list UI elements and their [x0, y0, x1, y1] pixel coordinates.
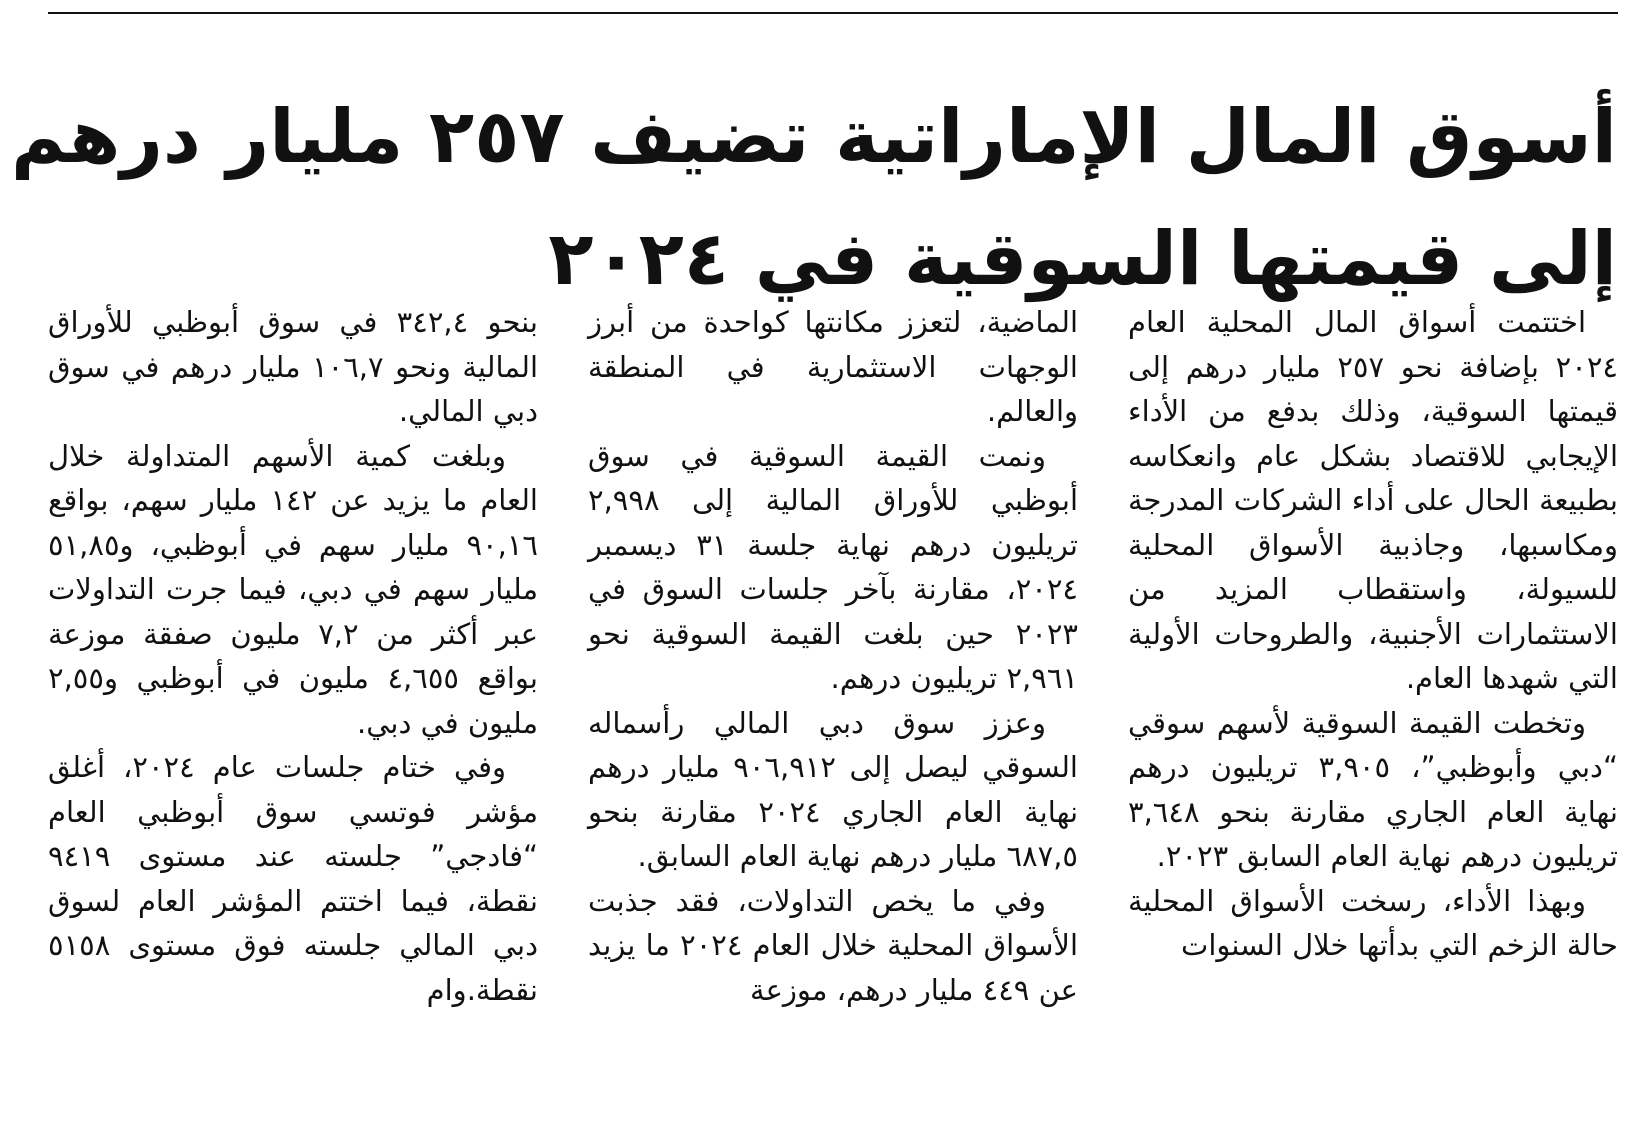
headline-line-2: إلى قيمتها السوقية في ٢٠٢٤	[548, 215, 1617, 302]
paragraph: وفي ختام جلسات عام ٢٠٢٤، أغلق مؤشر فوتسي سوق أبوظبي العام “فادجي” جلسته عند مستوى ٩٤١٩ نقطة، فيما اختتم المؤشر العام لسوق دبي المالي جلسته فوق مستوى ٥١٥٨ نقطة.وام	[48, 750, 538, 1007]
article-column-2	[588, 300, 1078, 1100]
paragraph: اختتمت أسواق المال المحلية العام ٢٠٢٤ بإضافة نحو ٢٥٧ مليار درهم إلى قيمتها السوقية، وذلك بدفع من الأداء الإيجابي للاقتصاد بشكل عام وانعكاسه بطبيعة الحال على أداء الشركات المدرجة ومكاسبها، وجاذبية الأسواق المحلية للسيولة، واستقطاب المزيد من الاستثمارات الأجنبية، والطروحات الأولية التي شهدها العام.	[1128, 305, 1618, 695]
paragraph: وعزز سوق دبي المالي رأسماله السوقي ليصل إلى ٩٠٦,٩١٢ مليار درهم نهاية العام الجاري ٢٠٢٤ مقارنة بنحو ٦٨٧,٥ مليار درهم نهاية العام السابق.	[588, 705, 1079, 873]
paragraph: وبلغت كمية الأسهم المتداولة خلال العام ما يزيد عن ١٤٢ مليار سهم، بواقع ٩٠,١٦ مليار سهم في أبوظبي، و٥١,٨٥ مليار سهم في دبي، فيما جرت التداولات عبر أكثر من ٧,٢ مليون صفقة موزعة بواقع ٤,٦٥٥ مليون في أبوظبي و٢,٥٥ مليون في دبي.	[48, 438, 539, 740]
headline-line-1: أسوق المال الإماراتية تضيف ٢٥٧ مليار درهم	[10, 93, 1617, 180]
paragraph: وتخطت القيمة السوقية لأسهم سوقي “دبي وأبوظبي”، ٣,٩٠٥ تريليون درهم نهاية العام الجاري مقارنة بنحو ٣,٦٤٨ تريليون درهم نهاية العام السابق ٢٠٢٣.	[1128, 705, 1618, 873]
paragraph: بنحو ٣٤٢,٤ في سوق أبوظبي للأوراق المالية ونحو ١٠٦,٧ مليار درهم في سوق دبي المالي.	[48, 305, 538, 428]
headline	[10, 76, 1617, 320]
paragraph: وفي ما يخص التداولات، فقد جذبت الأسواق المحلية خلال العام ٢٠٢٤ ما يزيد عن ٤٤٩ مليار درهم، موزعة	[588, 883, 1078, 1007]
paragraph: ونمت القيمة السوقية في سوق أبوظبي للأوراق المالية إلى ٢,٩٩٨ تريليون درهم نهاية جلسة ٣١ ديسمبر ٢٠٢٤، مقارنة بآخر جلسات السوق في ٢٠٢٣ حين بلغت القيمة السوقية نحو ٢,٩٦١ تريليون درهم.	[588, 438, 1079, 695]
paragraph: وبهذا الأداء، رسخت الأسواق المحلية حالة الزخم التي بدأتها خلال السنوات	[1128, 883, 1618, 962]
top-rule	[48, 12, 1618, 14]
article-column-1	[1128, 300, 1618, 1100]
article-body	[48, 300, 1618, 1100]
paragraph: الماضية، لتعزز مكانتها كواحدة من أبرز الوجهات الاستثمارية في المنطقة والعالم.	[588, 305, 1078, 428]
article-column-3	[48, 300, 538, 1100]
